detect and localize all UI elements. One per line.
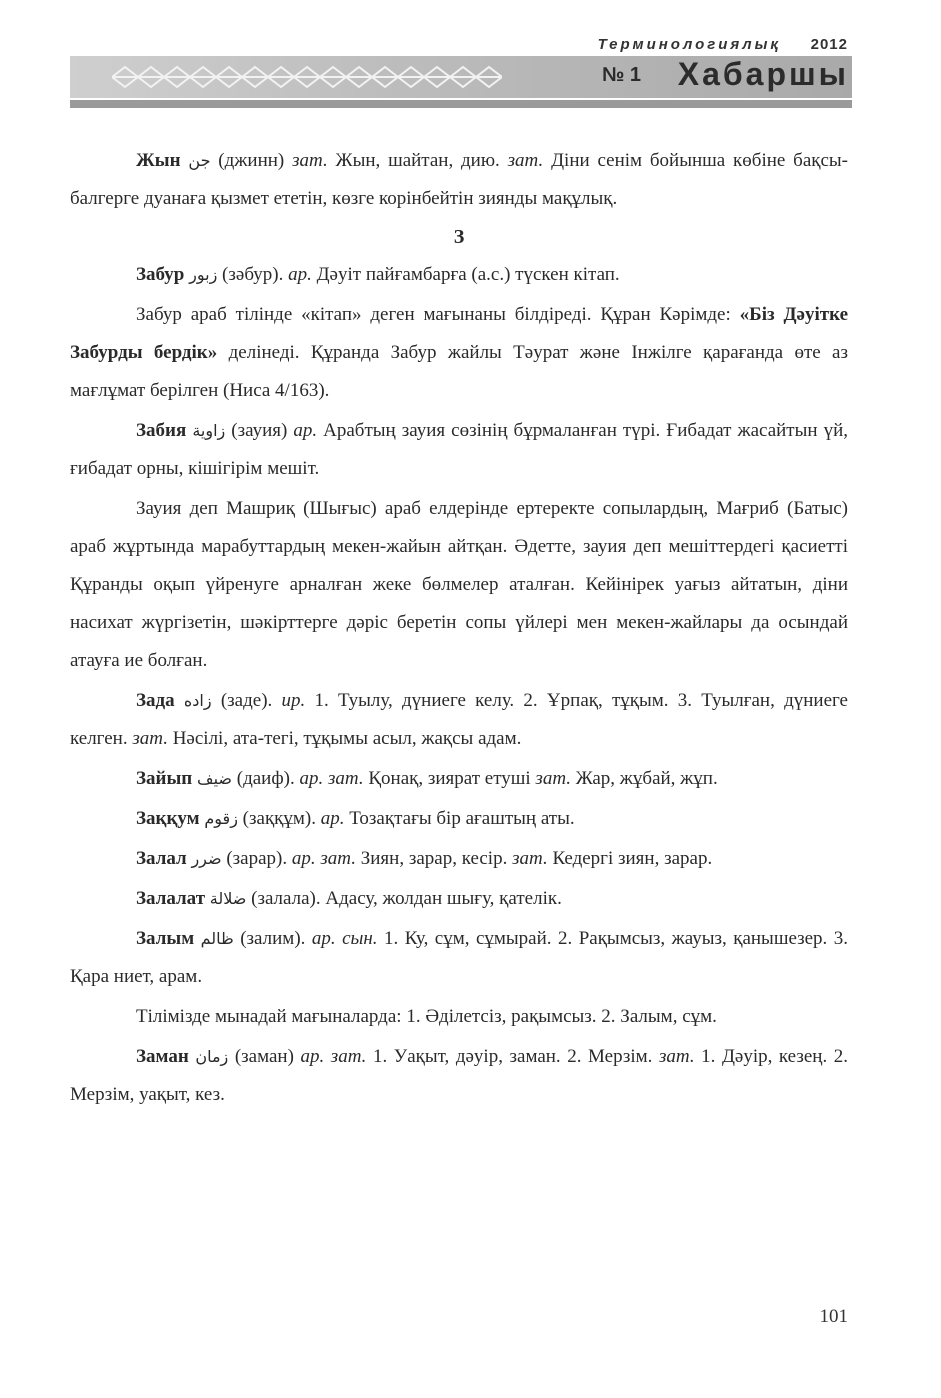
journal-name: Терминологиялық: [597, 36, 781, 53]
page-header: [0, 0, 941, 130]
entry-zabiya-detail: [70, 490, 848, 680]
entry-zada: [70, 682, 848, 758]
dictionary-text: [70, 142, 848, 1114]
abbreviation: зат.: [512, 848, 548, 869]
arabic-form: زاوية: [192, 421, 226, 440]
abbreviation: ар. сын.: [311, 928, 378, 949]
entry-text: Тілімізде мынадай мағыналарда: 1. Әділетсіз, рақымсыз. 2. Залым, сұм.: [136, 1006, 717, 1027]
entry-text: (зауия): [225, 420, 294, 441]
abbreviation: ар.: [320, 808, 345, 829]
magazine-title: Хабаршы: [677, 56, 849, 92]
entry-text: (даиф).: [232, 768, 300, 789]
arabic-form: زاده: [183, 691, 212, 710]
abbreviation: ар.: [288, 264, 312, 285]
entry-text: 1. Ку, сұм, сұмырай. 2. Рақымсыз, жауыз, қанышезер. 3. Қара ниет, арам.: [70, 928, 849, 987]
header-rule: [70, 100, 852, 108]
entry-text: Жар, жұбай, жұп.: [571, 768, 718, 789]
abbreviation: ир.: [281, 690, 306, 711]
headword: Залал: [136, 848, 187, 869]
abbreviation: ар. зат.: [300, 1046, 367, 1067]
entry-zalym-detail: [70, 998, 848, 1036]
entry-zabur-detail: [70, 296, 848, 410]
abbreviation: зат.: [658, 1046, 695, 1067]
entry-text: Зауия деп Машриқ (Шығыс) араб елдерінде ертеректе сопылардың, Мағриб (Батыс) араб жұртында марабуттардың мекен-жайын айтқан. Әдетте, зауия деп мешіттердегі қасиетті Құранды оқып үйренуге арналған жеке бөлмелер аталған. Кейінірек уағыз айтатын, діни насихат жүргізетін, шәкірттерге дәріс беретін сопы үйлері мен мекен-жайлары да осындай атауға ие болған.: [70, 498, 848, 671]
headword: Зайып: [136, 768, 193, 789]
arabic-form: ظالم: [200, 929, 234, 948]
entry-zaman: [70, 1038, 848, 1114]
arabic-form: ضلالة: [209, 889, 247, 908]
entry-zakkum: [70, 800, 848, 838]
entry-text: Діни сенім бойынша көбіне бақсы-балгерге дуанаға қызмет ететін, көзге корінбейтін зиянды мақұлық.: [70, 150, 849, 209]
issue-number: № 1: [602, 64, 641, 86]
entry-text: Зиян, зарар, кесір.: [355, 848, 513, 869]
arabic-form: جن: [188, 151, 211, 170]
headword: Залым: [136, 928, 195, 949]
entry-zalal: [70, 840, 848, 878]
entry-text: (залим).: [233, 928, 312, 949]
abbreviation: зат.: [507, 150, 544, 171]
entry-text: 1. Туылу, дүниеге келу. 2. Ұрпақ, тұқым. 3. Туылған, дүниеге келген.: [70, 690, 848, 749]
abbreviation: ар. зат.: [291, 848, 356, 869]
entry-text: Жын, шайтан, дию.: [327, 150, 508, 171]
entry-text: (залала). Адасу, жолдан шығу, қателік.: [246, 888, 562, 909]
entry-text: Нәсілі, ата-тегі, тұқымы асыл, жақсы адам.: [167, 728, 522, 749]
headword: Зада: [136, 690, 175, 711]
entry-zabur: [70, 256, 848, 294]
ornament-pattern: [112, 63, 502, 91]
entry-zalym: [70, 920, 848, 996]
entry-text: (зәбур).: [217, 264, 289, 285]
entry-text: Кедергі зиян, зарар.: [547, 848, 713, 869]
entry-text: Дәуіт пайғамбарға (а.с.) түскен кітап.: [311, 264, 620, 285]
abbreviation: ар.: [293, 420, 318, 441]
entry-text: Қонақ, зиярат етуші: [363, 768, 536, 789]
arabic-form: ضيف: [197, 769, 232, 788]
section-letter: З: [453, 226, 465, 248]
headword: Залалат: [136, 888, 206, 909]
abbreviation: зат.: [535, 768, 572, 789]
entry-text: 1. Дәуір, кезең. 2. Мерзім, уақыт, кез.: [70, 1046, 849, 1105]
entry-text: делінеді. Құранда Забур жайлы Тәурат және Інжілге қарағанда өте аз мағлұмат берілген (Ниса 4/163).: [70, 342, 848, 401]
entry-text: (заде).: [211, 690, 282, 711]
abbreviation: ар. зат.: [299, 768, 364, 789]
arabic-form: ضرر: [191, 849, 222, 868]
arabic-form: زقوم: [204, 809, 238, 828]
headword: Заман: [136, 1046, 189, 1067]
entry-text: (зарар).: [221, 848, 292, 869]
entry-text: Тозақтағы бір ағаштың аты.: [344, 808, 575, 829]
headword: Заққум: [136, 808, 200, 829]
year: 2012: [810, 36, 848, 53]
abbreviation: зат.: [292, 150, 328, 171]
entry-zalalat: [70, 880, 848, 918]
entry-zhyn: [70, 142, 848, 218]
entry-zaiyp: [70, 760, 848, 798]
arabic-form: زبور: [189, 265, 218, 284]
entry-text: 1. Уақыт, дәуір, заман. 2. Мерзім.: [366, 1046, 659, 1067]
entry-text: (заман): [228, 1046, 301, 1067]
headword: Забия: [136, 420, 187, 441]
entry-text: Арабтың зауия сөзінің бұрмаланған түрі. Ғибадат жасайтын үй, ғибадат орны, кішігірім мешіт.: [70, 420, 848, 479]
headword: Жын: [136, 150, 181, 171]
quoted-phrase: «Біз Дәуітке Забурды бердік»: [70, 304, 848, 363]
entry-text: Забур араб тілінде «кітап» деген мағынаны білдіреді. Құран Кәрімде:: [136, 304, 740, 325]
arabic-form: زمان: [195, 1047, 229, 1066]
entry-zabiya: [70, 412, 848, 488]
entry-text: (заққұм).: [237, 808, 321, 829]
page-number: 101: [819, 1306, 848, 1327]
entry-text: (джинн): [210, 150, 293, 171]
abbreviation: зат.: [132, 728, 168, 749]
headword: Забур: [136, 264, 185, 285]
